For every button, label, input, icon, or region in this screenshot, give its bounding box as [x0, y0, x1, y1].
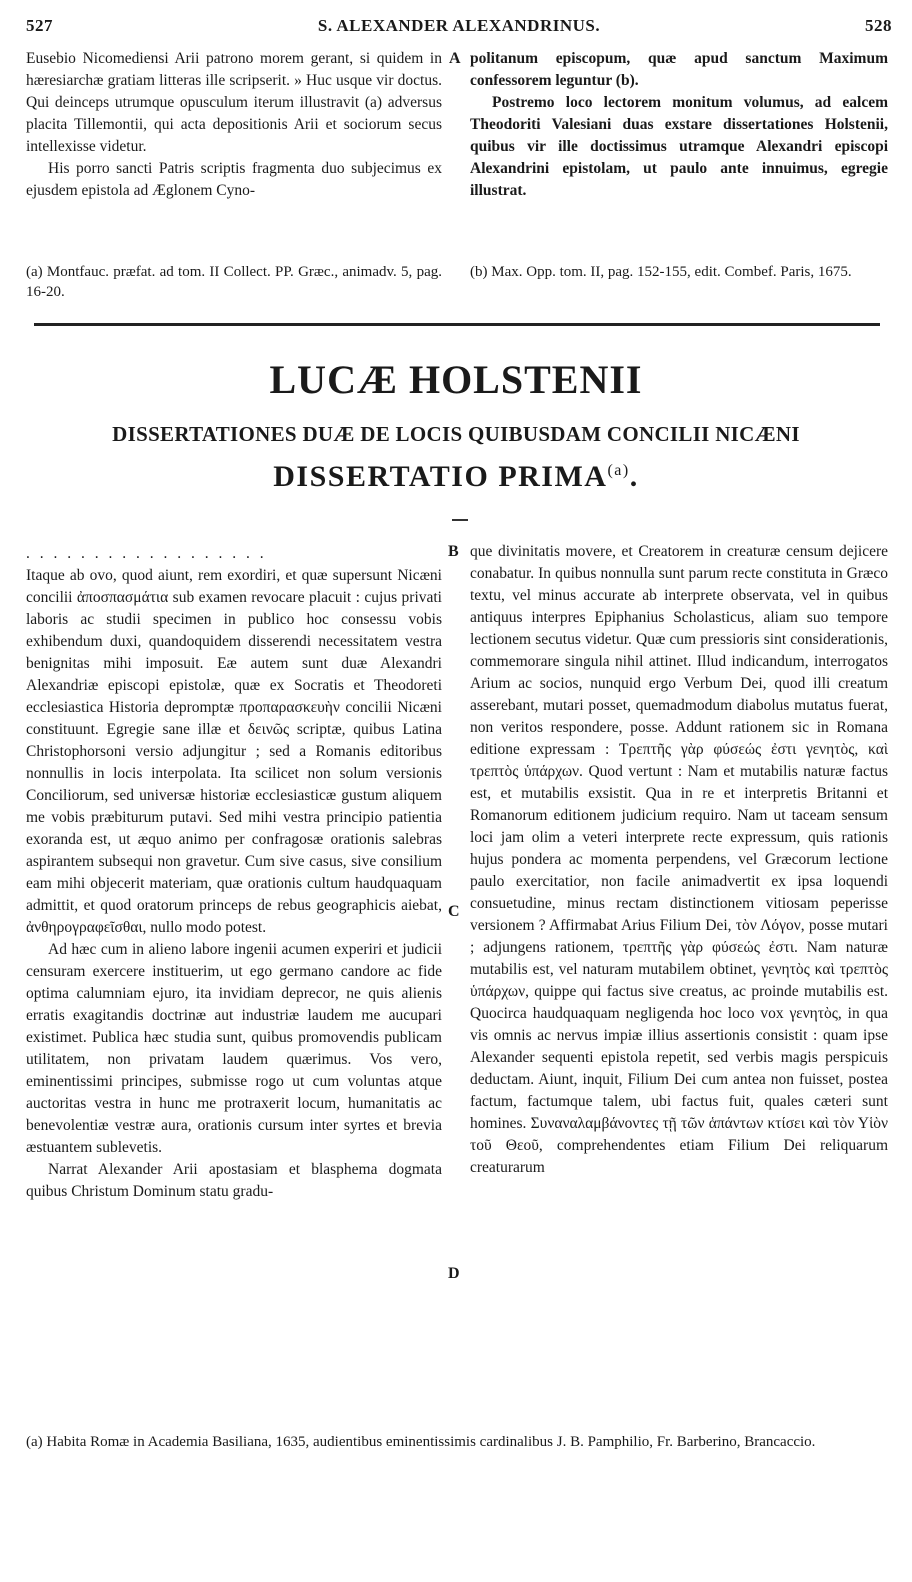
body-right-column: [470, 541, 888, 1179]
ellipsis-line: . . . . . . . . . . . . . . . . . .: [26, 545, 267, 562]
body-left-paragraph: Itaque ab ovo, quod aiunt, rem exordiri, et quæ supersunt Nicæni concilii ἀποσπασμάτια sub examen revocare placuit : cujus privati laboris ac studii specimen in publico hoc consessu vobis exhibendum duxi, quandoquidem disserendi necessitatem vestra benignitas mihi imposuit. Eæ autem sunt duæ Alexandri Alexandriæ episcopi epistolæ, quæ ex Socratis et Theodoreti ecclesiastica Historia depromptæ προπαρασκευὴν concilii Nicæni constituunt. Egregie sane illæ et δεινῶς scriptæ, quibus Latina Christophorsoni versio adjungitur ; sed a Romanis editoribus nonnullis in locis interpolata. Ita scilicet non solum versionis Conciliorum, sed universæ historiæ ecclesiasticæ gustum aliquem me vobis præbiturum putavi. Sed mihi vestra principio patientia exoranda est, ut æquo animo per confragosæ orationis salebras aspirantem subsequi non gravetur. Cum sive casus, sive consilium eam mihi objecerit materiam, quæ orationis cultum haudquaquam admittit, et quod oratorum princeps de rebus geographicis aiebat, ἀνθηρογραφεῖσθαι, nullo modo potest.: [26, 567, 442, 936]
running-title: S. ALEXANDER ALEXANDRINUS.: [317, 16, 601, 35]
short-rule: [452, 519, 468, 521]
section-divider: [34, 323, 880, 326]
dissertation-footnote-mark: (a): [607, 462, 630, 479]
margin-letter-a: A: [449, 50, 461, 67]
top-right-paragraph: Postremo loco lectorem monitum volumus, ad ealcem Theodoriti Valesiani duas exstare dissertationes Holstenii, quibus vir ille doctissimus utramque Alexandri episcopi Alexandrini epistolam, ut paulo ante innuimus, egregie illustrat.: [470, 94, 888, 199]
dissertation-title-period: .: [629, 460, 639, 493]
top-left-paragraph: His porro sancti Patris scriptis fragmenta duo subjecimus ex ejusdem epistola ad Æglonem Cyno-: [26, 160, 442, 199]
body-left-paragraph: Narrat Alexander Arii apostasiam et blasphema dogmata quibus Christum Dominum statu gradu-: [26, 1161, 442, 1200]
body-left-paragraph: Ad hæc cum in alieno labore ingenii acumen experiri et judicii censuram exercere instituerim, ut ego germano candore ac fide optima calumniam ejuro, ita invidiam deprecor, ne quis alienis erratis exagitandis doctrinæ aut industriæ laudem me aucupari existimet. Publica hæc studia sunt, quibus promovendis publicam utilitatem, non privatam laudem quærimus. Vos vero, eminentissimi principes, submisse rogo ut cum voluntas atque auctoritas vestra in hunc me protraxerit locum, humanitatis ac benevolentiæ vestræ aura, orationis cursum inter syrtes et brevia æstuantem sublevetis.: [26, 941, 442, 1156]
dissertation-title-text: DISSERTATIO PRIMA: [273, 460, 608, 493]
footnote-right: (b) Max. Opp. tom. II, pag. 152-155, edit. Combef. Paris, 1675.: [470, 264, 852, 280]
body-left-column: [26, 543, 442, 1203]
subtitle: DISSERTATIONES DUÆ DE LOCIS QUIBUSDAM CONCILII NICÆNI: [112, 422, 800, 446]
page-number-left: 527: [26, 16, 53, 35]
top-left-paragraph: Eusebio Nicomediensi Arii patrono morem gerant, si quidem in hæresiarchæ gratiam litteras ille scripserit. » Huc usque vir doctus. Qui deinceps utrumque opusculum iterum illustravit (a) adversus placita Tillemontii, qui acta depositionis Arii et sociorum secus intellexisse videtur.: [26, 50, 442, 155]
body-right-paragraph: que divinitatis movere, et Creatorem in creaturæ censum dejicere conabatur. In quibus nonnulla sunt parum recte constituta in Græco textu, vel minus accurate ab interprete observata, vel in quibus antiquus interpres Epiphanius Scholasticus, aliam suo tempore lectionem secutus videtur. Quæ cum pressioris sint considerationis, commemorare singula nihil attinet. Illud indicandum, interrogatos Arium ac socios, nunquid ergo Verbum Dei, quod illi creatum asserebant, mutari posset, quemadmodum diabolus mutatus fuerat, non veritos respondere, posse. Addunt rationem sic in Romana editione expressam : Τρεπτῆς γὰρ φύσεώς ἐστι γενητὸς, καὶ τρεπτὸς ὑπάρχων. Quod vertunt : Nam et mutabilis naturæ factus est, et mutabilis exsistit. Qua in re et interpretis Britanni et Romanorum editionem judicium requiro. Nam ut taceam sensum loci jam olim a veteri interprete recte expressum, quis rationis hujus pondera ac momenta perpendens, vel Græcorum lectione paulo exercitatior, non facile animadvertit ex ipsa loquendi consuetudine, minus rectam distinctionem vitiosam peperisse versionem ? Affirmabat Arius Filium Dei, τὸν Λόγον, posse mutari ; adjungens rationem, τρεπτῆς γὰρ φύσεώς ἐστι. Nam naturæ mutabilis est, vel naturam mutabilem obtinet, γενητὸς καὶ τρεπτὸς ὑπάρχων, quippe qui factus sive creatus, ac proinde mutabilis est. Quocirca haudquaquam negligenda hoc loco vox γενητὸς, in qua vis omnis ac nervus impiæ illius assertionis consistit : quam ipse Alexander sequenti epistola repetit, sed verbis magis perspicuis deductam. Aiunt, inquit, Filium Dei cum antea non fuisset, postea factum, factumque talem, ubi factus fuit, quales cæteri sunt homines. Συναναλαμβάνοντες τῇ τῶν ἁπάντων κτίσει καὶ τὸν Υἱὸν τοῦ Θεοῦ, comprehendentes etiam Filium Dei reliquarum creaturarum: [470, 543, 888, 1176]
margin-letter-c: C: [448, 903, 460, 920]
dissertation-title: [0, 460, 912, 494]
margin-letter-b: B: [448, 543, 459, 560]
main-title: LUCÆ HOLSTENII: [269, 357, 643, 402]
top-left-column: [26, 48, 442, 202]
bottom-footnote: (a) Habita Romæ in Academia Basiliana, 1635, audientibus eminentissimis cardinalibus J. B. Pamphilio, Fr. Barberino, Brancaccio.: [26, 1434, 816, 1450]
footnote-left: (a) Montfauc. præfat. ad tom. II Collect. PP. Græc., animadv. 5, pag. 16-20.: [26, 264, 442, 300]
running-head: [26, 16, 892, 42]
page-number-right: 528: [865, 16, 892, 35]
top-right-paragraph: politanum episcopum, quæ apud sanctum Maximum confessorem leguntur (b).: [470, 50, 888, 89]
top-right-column: [470, 48, 888, 202]
margin-letter-d: D: [448, 1265, 460, 1282]
